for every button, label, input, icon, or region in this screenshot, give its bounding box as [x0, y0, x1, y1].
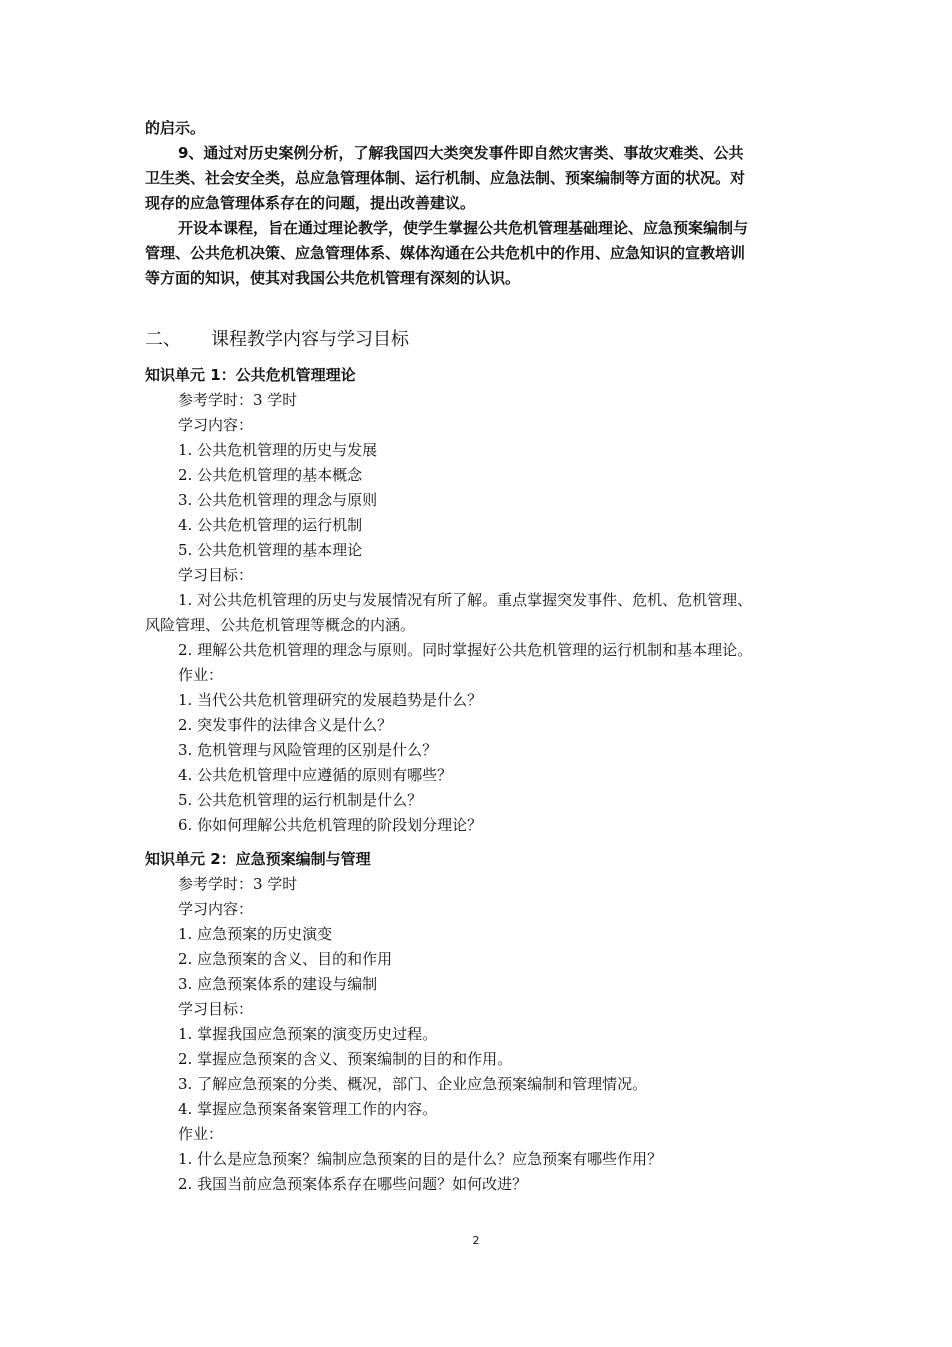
unit1-content-item: 1. 公共危机管理的历史与发展	[178, 441, 378, 459]
section-title: 课程教学内容与学习目标	[211, 329, 409, 350]
unit1-homework-item: 2. 突发事件的法律含义是什么？	[178, 716, 393, 734]
section-number: 二、	[145, 329, 181, 350]
unit1-goal1-line1: 1. 对公共危机管理的历史与发展情况有所了解。重点掌握突发事件、危机、危机管理、	[178, 591, 753, 609]
unit1-homework-item: 6. 你如何理解公共危机管理的阶段划分理论？	[178, 816, 483, 834]
unit1-homework-label: 作业：	[178, 666, 224, 684]
intro-purpose-line3: 等方面的知识，使其对我国公共危机管理有深刻的认识。	[145, 269, 521, 287]
unit1-content-item: 5. 公共危机管理的基本理论	[178, 541, 363, 559]
unit2-homework-item: 2. 我国当前应急预案体系存在哪些问题？如何改进？	[178, 1175, 528, 1193]
unit2-homework-item: 1. 什么是应急预案？编制应急预案的目的是什么？应急预案有哪些作用？	[178, 1150, 663, 1168]
intro-item9-line1: 9、通过对历史案例分析，了解我国四大类突发事件即自然灾害类、事故灾难类、公共	[178, 144, 744, 162]
unit1-content-label: 学习内容：	[178, 416, 254, 434]
unit2-content-item: 3. 应急预案体系的建设与编制	[178, 975, 378, 993]
intro-line: 的启示。	[145, 119, 206, 137]
section-heading	[145, 327, 409, 353]
unit1-title: 知识单元 1：公共危机管理理论	[145, 366, 356, 384]
intro-purpose-line1: 开设本课程，旨在通过理论教学，使学生掌握公共危机管理基础理论、应急预案编制与	[178, 219, 749, 237]
unit1-goal1-line2: 风险管理、公共危机管理等概念的内涵。	[145, 616, 416, 634]
unit2-hours: 参考学时：3 学时	[178, 875, 298, 893]
unit1-homework-item: 5. 公共危机管理的运行机制是什么？	[178, 791, 423, 809]
unit1-content-item: 3. 公共危机管理的理念与原则	[178, 491, 378, 509]
unit1-goal2: 2. 理解公共危机管理的理念与原则。同时掌握好公共危机管理的运行机制和基本理论。	[178, 641, 753, 659]
unit2-homework-label: 作业：	[178, 1125, 224, 1143]
unit1-homework-item: 1. 当代公共危机管理研究的发展趋势是什么？	[178, 691, 483, 709]
unit2-goals-label: 学习目标：	[178, 1000, 254, 1018]
unit2-goal-item: 3. 了解应急预案的分类、概况，部门、企业应急预案编制和管理情况。	[178, 1075, 648, 1093]
unit2-content-label: 学习内容：	[178, 900, 254, 918]
unit1-content-item: 2. 公共危机管理的基本概念	[178, 466, 363, 484]
unit1-homework-item: 3. 危机管理与风险管理的区别是什么？	[178, 741, 438, 759]
intro-item9-line3: 现存的应急管理体系存在的问题，提出改善建议。	[145, 194, 476, 212]
intro-item9-line2: 卫生类、社会安全类，总应急管理体制、运行机制、应急法制、预案编制等方面的状况。对	[145, 169, 746, 187]
unit2-goal-item: 4. 掌握应急预案备案管理工作的内容。	[178, 1100, 438, 1118]
intro-purpose-line2: 管理、公共危机决策、应急管理体系、媒体沟通在公共危机中的作用、应急知识的宣教培训	[145, 244, 746, 262]
unit2-goal-item: 1. 掌握我国应急预案的演变历史过程。	[178, 1025, 438, 1043]
unit1-goals-label: 学习目标：	[178, 566, 254, 584]
unit1-homework-item: 4. 公共危机管理中应遵循的原则有哪些？	[178, 766, 453, 784]
unit1-content-item: 4. 公共危机管理的运行机制	[178, 516, 363, 534]
unit2-content-item: 1. 应急预案的历史演变	[178, 925, 333, 943]
page-number: 2	[472, 1234, 480, 1247]
unit2-title: 知识单元 2：应急预案编制与管理	[145, 850, 371, 868]
unit2-goal-item: 2. 掌握应急预案的含义、预案编制的目的和作用。	[178, 1050, 513, 1068]
unit1-hours: 参考学时：3 学时	[178, 391, 298, 409]
unit2-content-item: 2. 应急预案的含义、目的和作用	[178, 950, 393, 968]
